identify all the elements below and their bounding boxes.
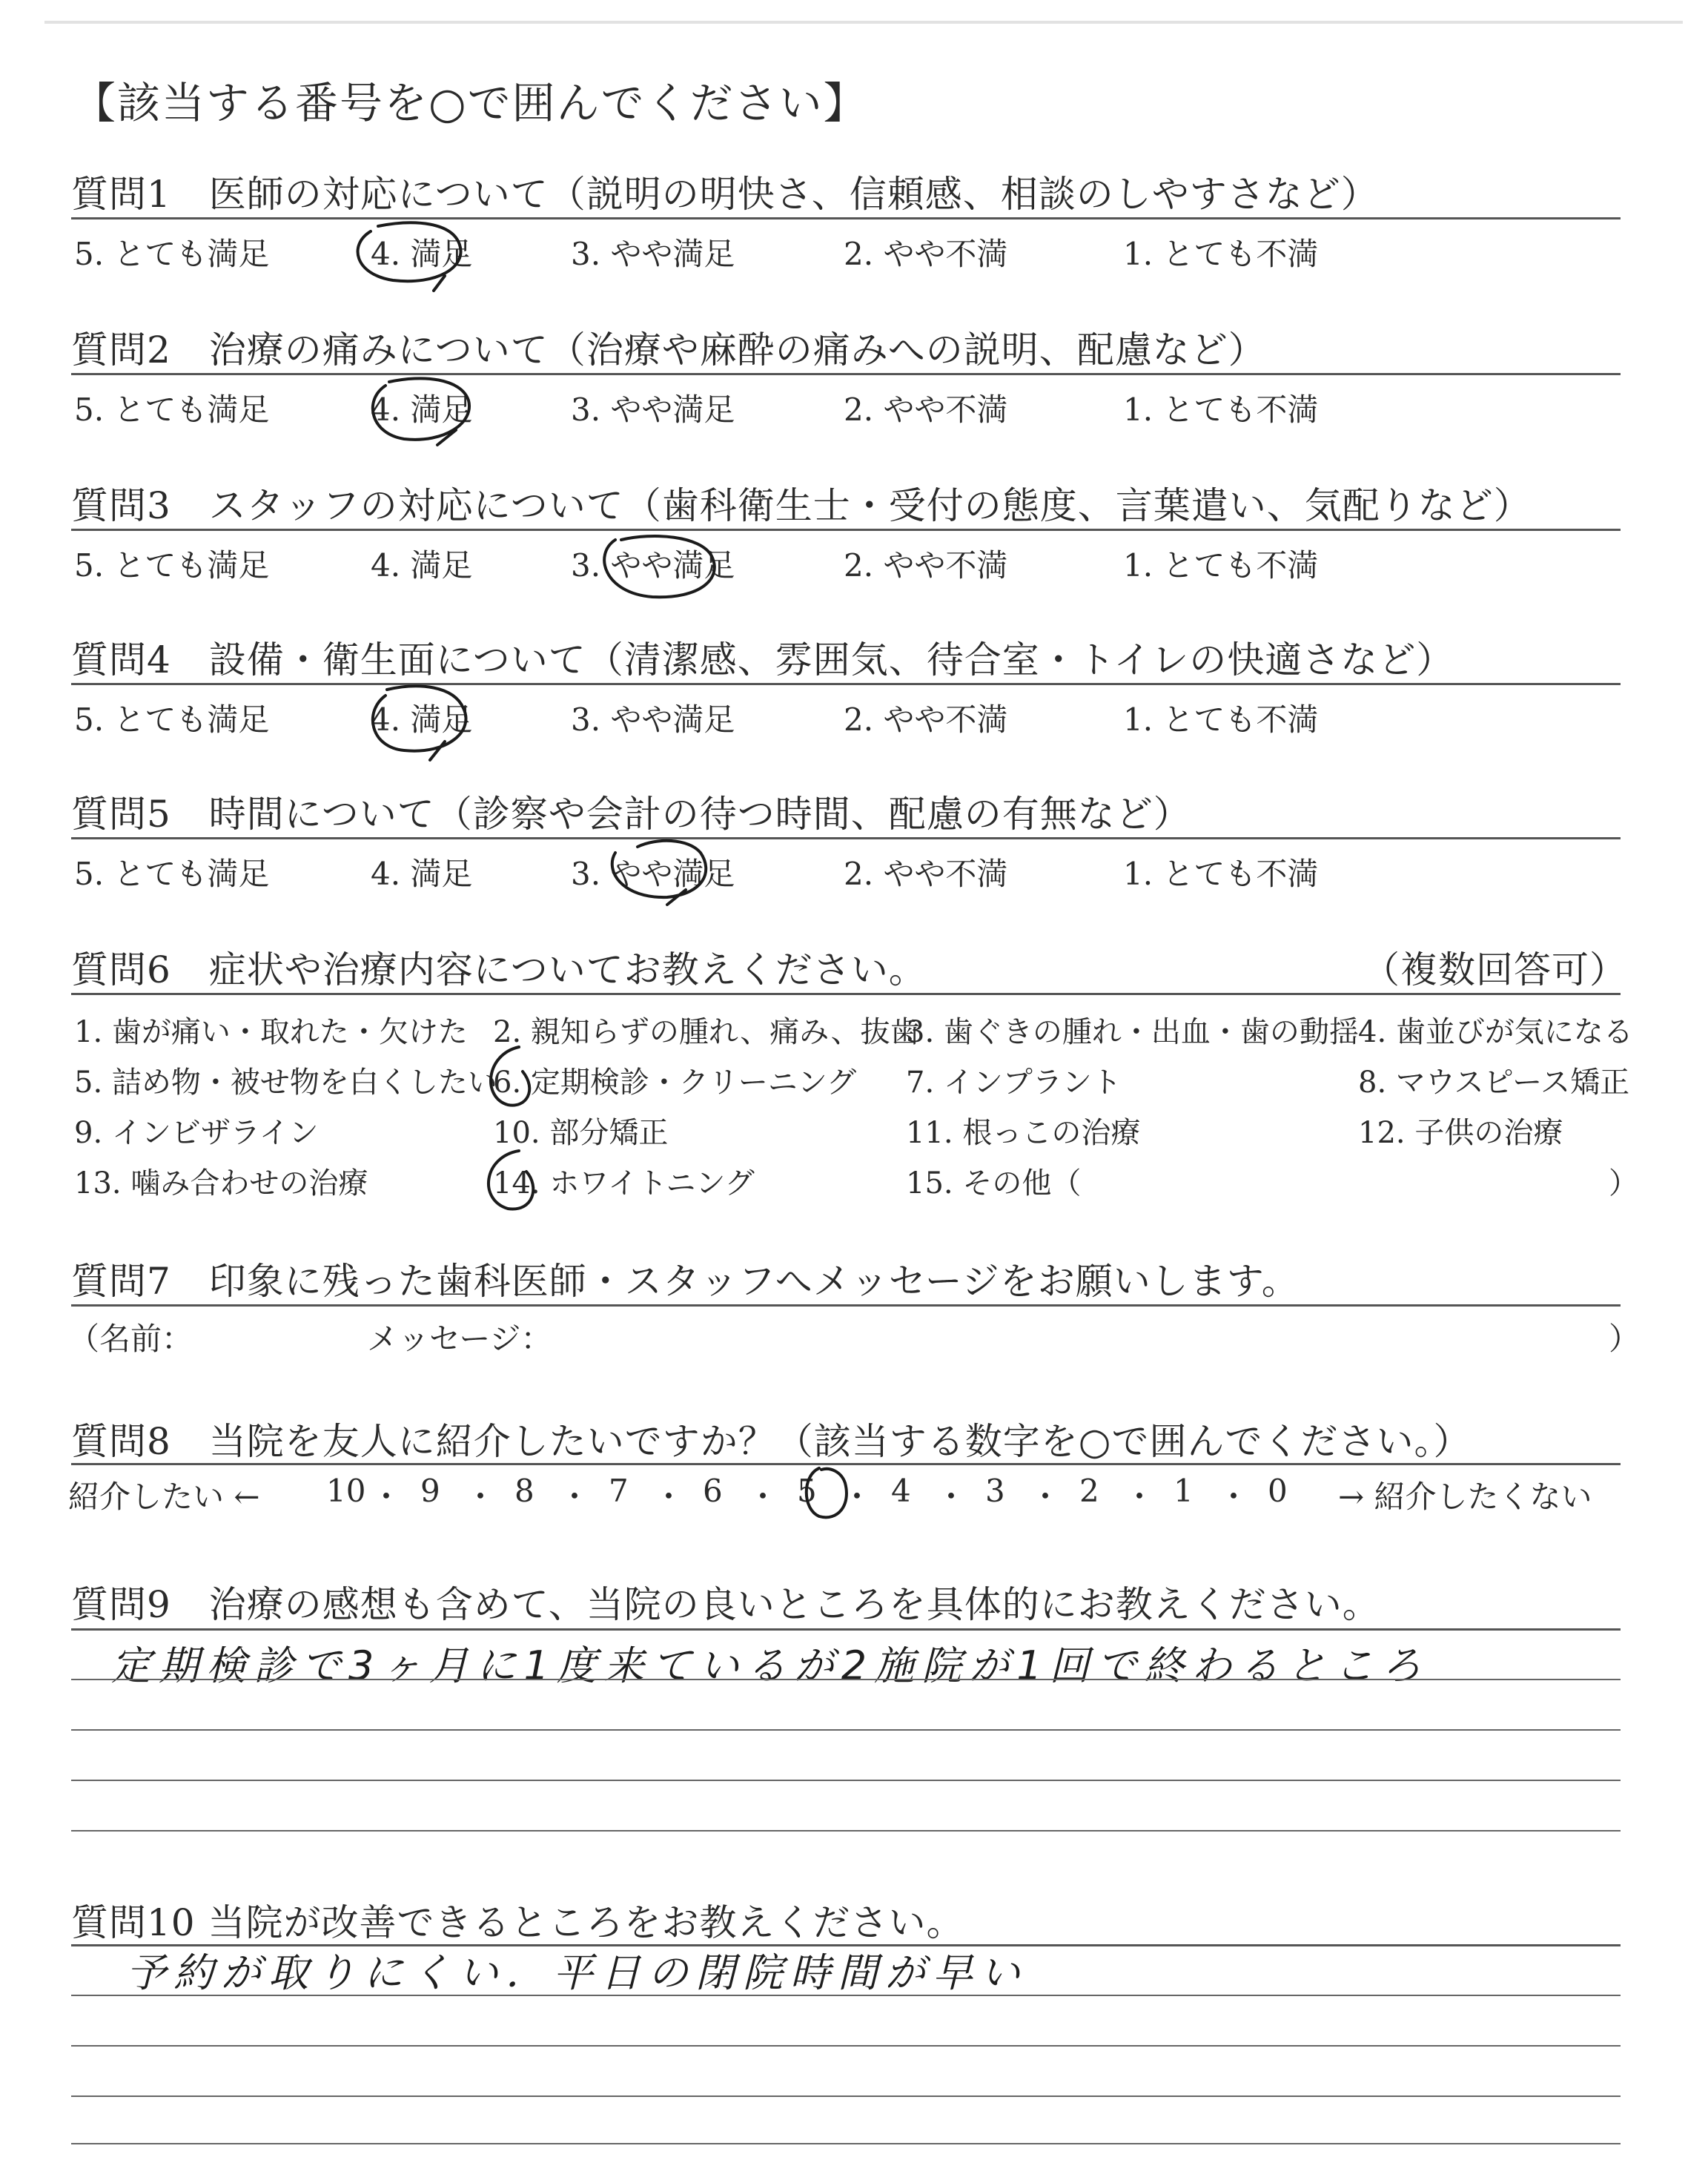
q2-option-3[interactable]: 3. やや満足 — [571, 392, 735, 428]
q8-scale-value-9[interactable]: 9 — [420, 1473, 440, 1509]
question-10-title: 質問10 当院が改善できるところをお教えください。 — [71, 1901, 964, 1944]
q6-item-7[interactable]: 7. インプラント — [906, 1066, 1122, 1100]
q8-scale-value-3[interactable]: 3 — [985, 1473, 1005, 1509]
q7-message-label: メッセージ： — [367, 1321, 552, 1357]
question-9-title: 質問9 治療の感想も含めて、当院の良いところを具体的にお教えください。 — [71, 1583, 1380, 1626]
q5-option-2[interactable]: 2. やや不満 — [844, 856, 1008, 892]
q4-option-5[interactable]: 5. とても満足 — [74, 701, 270, 738]
q8-scale-value-0[interactable]: 0 — [1268, 1473, 1288, 1509]
q8-scale-dot: ・ — [559, 1479, 591, 1515]
q6-item-9[interactable]: 9. インビザライン — [74, 1116, 319, 1150]
q8-scale-value-6[interactable]: 6 — [703, 1473, 723, 1509]
q8-scale-dot: ・ — [936, 1479, 967, 1515]
q8-scale-dot: ・ — [1030, 1479, 1062, 1515]
q3-option-1[interactable]: 1. とても不満 — [1123, 547, 1319, 584]
q8-scale-value-4[interactable]: 4 — [891, 1473, 911, 1509]
question-1-title: 質問1 医師の対応について（説明の明快さ、信頼感、相談のしやすさなど） — [71, 173, 1379, 216]
q2-option-1[interactable]: 1. とても不満 — [1123, 392, 1319, 428]
question-4-title: 質問4 設備・衛生面について（清潔感、雰囲気、待合室・トイレの快適さなど） — [71, 638, 1454, 681]
question-8-title: 質問8 当院を友人に紹介したいですか？（該当する数字を○で囲んでください。） — [71, 1420, 1472, 1463]
q6-item-6-circle-mark — [491, 1047, 529, 1106]
q4-option-1[interactable]: 1. とても不満 — [1123, 701, 1319, 738]
q8-scale-dot: ・ — [465, 1479, 497, 1515]
q7-close-paren: ） — [1609, 1321, 1641, 1357]
q1-option-4[interactable]: 4. 満足 — [371, 236, 473, 272]
q1-circle-mark — [358, 222, 461, 291]
q2-option-5[interactable]: 5. とても満足 — [74, 392, 270, 428]
q2-option-2[interactable]: 2. やや不満 — [844, 392, 1008, 428]
q6-item-13[interactable]: 13. 噛み合わせの治療 — [74, 1166, 368, 1200]
q8-scale-dot: ・ — [1124, 1479, 1156, 1515]
q8-scale-dot: ・ — [841, 1479, 873, 1515]
q3-option-4[interactable]: 4. 満足 — [371, 547, 473, 584]
q5-option-4[interactable]: 4. 満足 — [371, 856, 473, 892]
q6-item-15[interactable]: 15. その他（ — [906, 1166, 1082, 1200]
question-5-title: 質問5 時間について（診察や会計の待つ時間、配慮の有無など） — [71, 793, 1191, 836]
q5-circle-mark — [612, 841, 706, 905]
q8-scale-value-5[interactable]: 5 — [797, 1473, 817, 1509]
q1-option-5[interactable]: 5. とても満足 — [74, 236, 270, 272]
q6-item-14[interactable]: 14. ホワイトニング — [493, 1166, 755, 1200]
instruction-heading: 【該当する番号を○で囲んでください】 — [73, 78, 868, 128]
question-6-note: （複数回答可） — [1363, 948, 1627, 991]
q4-option-3[interactable]: 3. やや満足 — [571, 701, 735, 738]
q6-item-1[interactable]: 1. 歯が痛い・取れた・欠けた — [74, 1015, 468, 1049]
q5-option-1[interactable]: 1. とても不満 — [1123, 856, 1319, 892]
q8-circle-mark — [807, 1468, 847, 1517]
q8-scale-value-1[interactable]: 1 — [1174, 1473, 1194, 1509]
q8-scale-value-10[interactable]: 10 — [326, 1473, 366, 1509]
q7-name-label: （名前： — [68, 1321, 193, 1357]
question-3-title: 質問3 スタッフの対応について（歯科衛生士・受付の態度、言葉遣い、気配りなど） — [71, 484, 1532, 527]
q3-option-2[interactable]: 2. やや不満 — [844, 547, 1008, 584]
q6-item-4[interactable]: 4. 歯並びが気になる — [1358, 1015, 1633, 1049]
q8-scale-dot: ・ — [653, 1479, 685, 1515]
question-6-title: 質問6 症状や治療内容についてお教えください。 — [71, 948, 927, 991]
q6-item-10[interactable]: 10. 部分矯正 — [493, 1116, 669, 1150]
q3-option-3[interactable]: 3. やや満足 — [571, 547, 735, 584]
q8-left-label: 紹介したい ← — [68, 1479, 260, 1515]
q6-item-8[interactable]: 8. マウスピース矯正 — [1358, 1066, 1630, 1100]
q6-item-12[interactable]: 12. 子供の治療 — [1358, 1116, 1563, 1150]
q6-item-15-close: ） — [1609, 1166, 1638, 1200]
question-2-title: 質問2 治療の痛みについて（治療や麻酔の痛みへの説明、配慮など） — [71, 328, 1266, 371]
question-7-title: 質問7 印象に残った歯科医師・スタッフへメッセージをお願いします。 — [71, 1260, 1300, 1303]
q5-option-3[interactable]: 3. やや満足 — [571, 856, 735, 892]
q2-option-4[interactable]: 4. 満足 — [371, 392, 473, 428]
q6-item-2[interactable]: 2. 親知らずの腫れ、痛み、抜歯 — [493, 1015, 920, 1049]
q6-item-11[interactable]: 11. 根っこの治療 — [906, 1116, 1141, 1150]
q8-scale-value-7[interactable]: 7 — [609, 1473, 629, 1509]
q3-circle-mark — [604, 536, 715, 597]
q4-option-2[interactable]: 2. やや不満 — [844, 701, 1008, 738]
q6-item-5[interactable]: 5. 詰め物・被せ物を白くしたい — [74, 1066, 497, 1100]
q9-handwritten-answer: 定期検診で3ヶ月に1度来ているが2施院が1回で終わるところ — [111, 1642, 1429, 1689]
q5-option-5[interactable]: 5. とても満足 — [74, 856, 270, 892]
q2-circle-mark — [373, 378, 469, 445]
q1-option-2[interactable]: 2. やや不満 — [844, 236, 1008, 272]
q8-scale-value-8[interactable]: 8 — [514, 1473, 534, 1509]
q10-handwritten-answer: 予約が取りにくい．平日の閉院時間が早い — [126, 1949, 1027, 1996]
q6-item-14-circle-mark — [489, 1151, 533, 1209]
q8-scale-dot: ・ — [747, 1479, 779, 1515]
q4-option-4[interactable]: 4. 満足 — [371, 701, 473, 738]
q1-option-1[interactable]: 1. とても不満 — [1123, 236, 1319, 272]
q8-right-label: → 紹介したくない — [1338, 1479, 1592, 1515]
q4-circle-mark — [373, 686, 466, 760]
q6-item-6[interactable]: 6. 定期検診・クリーニング — [493, 1066, 857, 1100]
q6-item-3[interactable]: 3. 歯ぐきの腫れ・出血・歯の動揺 — [906, 1015, 1359, 1049]
q8-scale-dot: ・ — [371, 1479, 403, 1515]
q8-scale-dot: ・ — [1218, 1479, 1250, 1515]
q3-option-5[interactable]: 5. とても満足 — [74, 547, 270, 584]
q8-scale-value-2[interactable]: 2 — [1079, 1473, 1099, 1509]
q1-option-3[interactable]: 3. やや満足 — [571, 236, 735, 272]
